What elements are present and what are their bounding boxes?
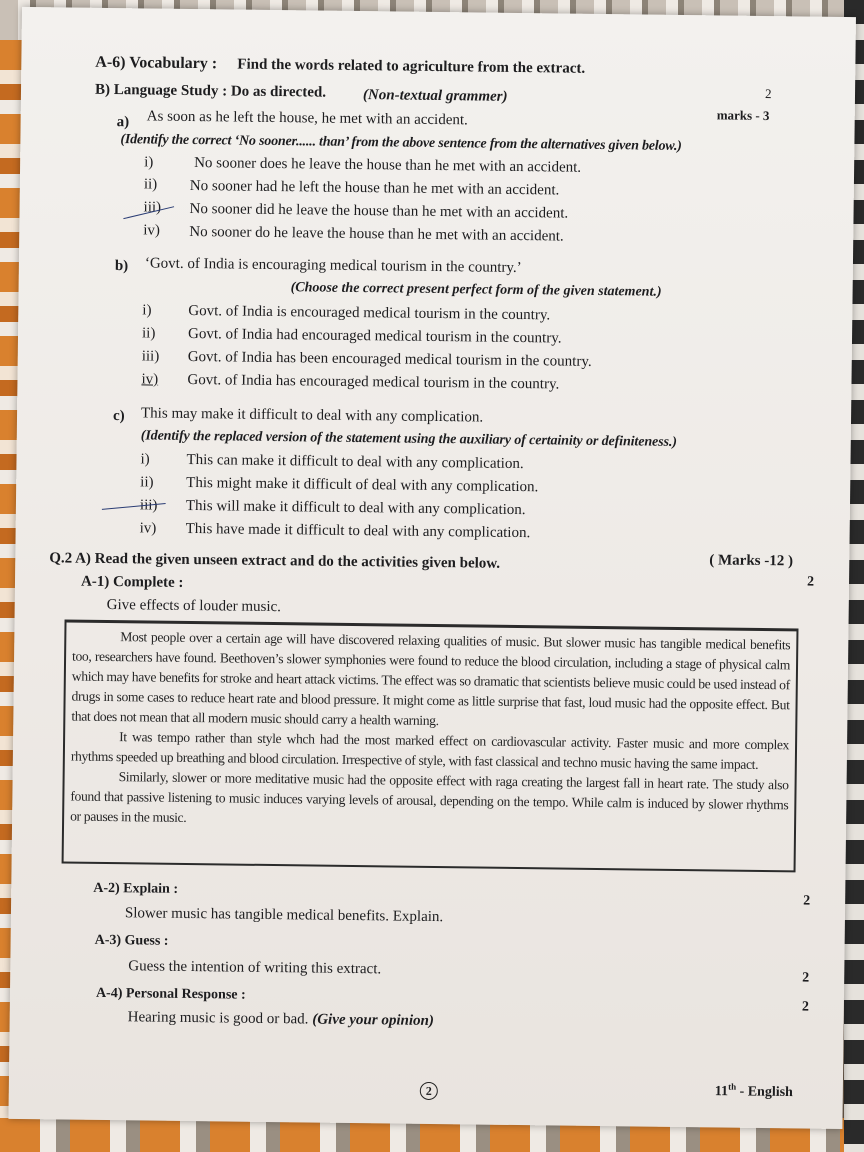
passage-paragraph: It was tempo rather than style whch had the most marked effect on cardiovascular activity. Faster music and more complex rhythms speeded up breathing and blood circulation. Irrespective of style, with fast classical and techno music having the same impact. bbox=[70, 729, 790, 772]
option-text: No sooner had he left the house than he met with an accident. bbox=[189, 177, 560, 199]
option-number: iv) bbox=[141, 371, 159, 388]
page-number-badge: 2 bbox=[420, 1082, 438, 1100]
option-number: i) bbox=[140, 451, 150, 468]
a4-text-emphasis: (Give your opinion) bbox=[312, 1011, 435, 1030]
a2-text: Slower music has tangible medical benefits. Explain. bbox=[124, 905, 444, 926]
option-number: iii) bbox=[143, 199, 162, 216]
q2-heading: Q.2 A) Read the given unseen extract and do the activities given below. bbox=[49, 550, 501, 572]
a2-heading: A-2) Explain : bbox=[93, 880, 179, 897]
option-number: ii) bbox=[141, 325, 156, 342]
a3-text: Guess the intention of writing this extract. bbox=[128, 958, 382, 978]
a1-text: Give effects of louder music. bbox=[106, 596, 282, 616]
q2-marks: ( Marks -12 ) bbox=[709, 552, 794, 570]
unseen-extract-box bbox=[62, 619, 799, 872]
section-b-note: (Non-textual grammer) bbox=[362, 87, 508, 105]
section-b-heading: B) Language Study : Do as directed. bbox=[94, 81, 327, 101]
question-b-instruction: (Choose the correct present perfect form of the given statement.) bbox=[290, 280, 662, 300]
option-number: i) bbox=[142, 302, 152, 319]
option-text: This have made it difficult to deal with any complication. bbox=[185, 520, 531, 542]
a6-instruction: Find the words related to agriculture from the extract. bbox=[237, 56, 586, 77]
question-a-sentence: As soon as he left the house, he met with an accident. bbox=[146, 108, 468, 129]
passage-paragraph: Similarly, slower or more meditative music had the opposite effect with raga creating the largest fall in heart rate. The study also found that passive listening to music induces varying levels of arousal, depending on the tempo. While calm is induced by slower rhythms or pauses in the music. bbox=[70, 769, 789, 825]
a4-text bbox=[128, 1009, 434, 1030]
option-text: No sooner did he leave the house than he met with an accident. bbox=[189, 200, 569, 222]
option-number: iv) bbox=[143, 222, 161, 239]
a6-marks: 2 bbox=[764, 85, 772, 102]
option-number: iii) bbox=[141, 348, 160, 365]
option-text: Govt. of India has been encouraged medical tourism in the country. bbox=[187, 348, 592, 370]
a4-marks: 2 bbox=[801, 999, 809, 1015]
question-b-label: b) bbox=[114, 258, 129, 275]
question-a-label: a) bbox=[116, 114, 130, 131]
option-text: This will make it difficult to deal with any complication. bbox=[185, 497, 526, 519]
footer-grade-suffix: th bbox=[728, 1081, 737, 1092]
option-text: No sooner does he leave the house than he met with an accident. bbox=[194, 155, 582, 176]
a6-heading: A-6) Vocabulary : bbox=[95, 53, 218, 73]
option-text: This can make it difficult to deal with any complication. bbox=[186, 451, 524, 473]
question-a-instruction: (Identify the correct ‘No sooner...... than’ from the above sentence from the alternatives given below.) bbox=[120, 132, 682, 154]
option-number: ii) bbox=[140, 474, 154, 491]
footer-subject bbox=[715, 1081, 793, 1101]
a1-marks: 2 bbox=[806, 574, 815, 590]
a1-heading: A-1) Complete : bbox=[80, 573, 184, 591]
question-b-sentence: ‘Govt. of India is encouraging medical tourism in the country.’ bbox=[144, 255, 522, 277]
option-number: iv) bbox=[139, 520, 157, 537]
a2-marks: 2 bbox=[803, 893, 811, 909]
option-text: Govt. of India has encouraged medical tourism in the country. bbox=[187, 371, 560, 393]
option-number: i) bbox=[144, 154, 154, 171]
question-c-sentence: This may make it difficult to deal with any complication. bbox=[140, 405, 484, 426]
a4-text-main: Hearing music is good or bad. bbox=[127, 1009, 309, 1028]
footer-subject-name: - English bbox=[735, 1084, 793, 1101]
option-text: No sooner do he leave the house than he met with an accident. bbox=[189, 223, 564, 245]
exam-paper-sheet bbox=[8, 7, 856, 1129]
section-b-marks: marks - 3 bbox=[716, 107, 770, 124]
option-number: iii) bbox=[139, 497, 158, 514]
passage-paragraph: Most people over a certain age will have discovered relaxing qualities of music. But slower music has tangible medical benefits too, researchers have found. Beethoven’s slower symphonies were found to reduce the blood circulation, including a stage of physical calm which may have benefits for stroke and heart attack victims. The effect was so dramatic that scientists believe music could be used instead of drugs in some cases to reduce heart rate and blood pressure. It might come as little surprise that fast, loud music had the opposite effect. But that does not mean that all modern music should carry a health warning. bbox=[71, 629, 791, 729]
question-c-label: c) bbox=[112, 408, 125, 425]
option-number: ii) bbox=[143, 176, 158, 193]
option-text: This might make it difficult of deal with any complication. bbox=[186, 474, 539, 496]
option-text: Govt. of India is encouraged medical tourism in the country. bbox=[188, 302, 551, 324]
footer-grade: 11 bbox=[714, 1084, 729, 1100]
a3-heading: A-3) Guess : bbox=[94, 932, 169, 949]
a3-marks: 2 bbox=[802, 970, 810, 986]
option-text: Govt. of India had encouraged medical tourism in the country. bbox=[187, 325, 562, 347]
question-c-instruction: (Identify the replaced version of the statement using the auxiliary of certainity or definiteness.) bbox=[140, 428, 677, 450]
a4-heading: A-4) Personal Response : bbox=[95, 985, 246, 1003]
